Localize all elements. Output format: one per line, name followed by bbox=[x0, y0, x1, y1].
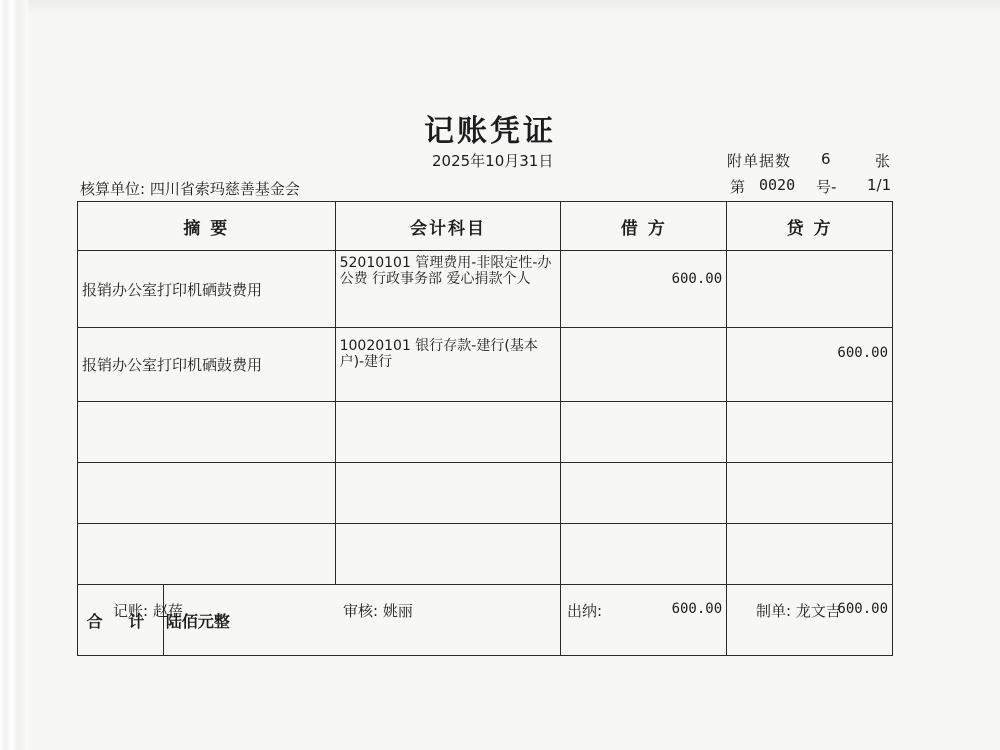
attachments-unit: 张 bbox=[875, 152, 891, 170]
row-debit bbox=[561, 524, 727, 585]
row-summary: 报销办公室打印机硒鼓费用 bbox=[78, 251, 336, 328]
row-credit bbox=[727, 402, 893, 463]
voucher-number-prefix: 第 bbox=[730, 178, 746, 196]
table-row bbox=[78, 463, 893, 524]
row-summary: 报销办公室打印机硒鼓费用 bbox=[78, 328, 336, 402]
row-account: 52010101 管理费用-非限定性-办公费 行政事务部 爱心捐款个人 bbox=[335, 251, 561, 328]
voucher-date: 2025年10月31日 bbox=[432, 152, 554, 170]
header-debit: 借 方 bbox=[561, 202, 727, 251]
total-debit: 600.00 bbox=[561, 585, 727, 656]
footer-bookkeeper: 记账: 赵蓓 bbox=[113, 602, 183, 620]
row-summary bbox=[78, 524, 336, 585]
footer-reviewer: 审核: 姚丽 bbox=[343, 602, 413, 620]
row-account bbox=[335, 524, 561, 585]
row-account bbox=[335, 402, 561, 463]
accounting-unit-name: 四川省索玛慈善基金会 bbox=[149, 180, 300, 198]
header-summary: 摘 要 bbox=[78, 202, 336, 251]
total-amount-in-words: 陆佰元整 bbox=[163, 585, 560, 656]
header-row bbox=[78, 202, 893, 251]
footer-cashier: 出纳: bbox=[567, 602, 603, 620]
row-account bbox=[335, 463, 561, 524]
total-credit: 600.00 bbox=[727, 585, 893, 656]
table-row bbox=[78, 251, 893, 328]
accounting-unit-label: 核算单位: bbox=[80, 180, 146, 198]
voucher-number-suffix: 号- bbox=[816, 178, 837, 196]
total-label: 合 计 bbox=[78, 585, 164, 656]
voucher-number-value: 0020 bbox=[759, 176, 796, 194]
voucher-page: 1/1 bbox=[867, 176, 892, 194]
row-credit bbox=[727, 251, 893, 328]
row-debit bbox=[561, 402, 727, 463]
row-debit bbox=[561, 328, 727, 402]
table-row bbox=[78, 328, 893, 402]
voucher-title: 记账凭证 bbox=[424, 114, 556, 149]
row-credit: 600.00 bbox=[727, 328, 893, 402]
table-row bbox=[78, 402, 893, 463]
table-row bbox=[78, 524, 893, 585]
attachments-label: 附单据数 bbox=[727, 152, 792, 170]
header-credit: 贷 方 bbox=[727, 202, 893, 251]
accounting-unit bbox=[80, 178, 300, 199]
row-debit: 600.00 bbox=[561, 251, 727, 328]
header-account: 会计科目 bbox=[335, 202, 561, 251]
row-credit bbox=[727, 463, 893, 524]
footer-preparer: 制单: 龙文吉 bbox=[756, 602, 841, 620]
row-summary bbox=[78, 402, 336, 463]
row-summary bbox=[78, 463, 336, 524]
row-credit bbox=[727, 524, 893, 585]
paper-edge-top bbox=[0, 0, 1000, 14]
voucher-table bbox=[77, 201, 893, 656]
row-account: 10020101 银行存款-建行(基本户)-建行 bbox=[335, 328, 561, 402]
attachments-count: 6 bbox=[821, 150, 831, 168]
row-debit bbox=[561, 463, 727, 524]
